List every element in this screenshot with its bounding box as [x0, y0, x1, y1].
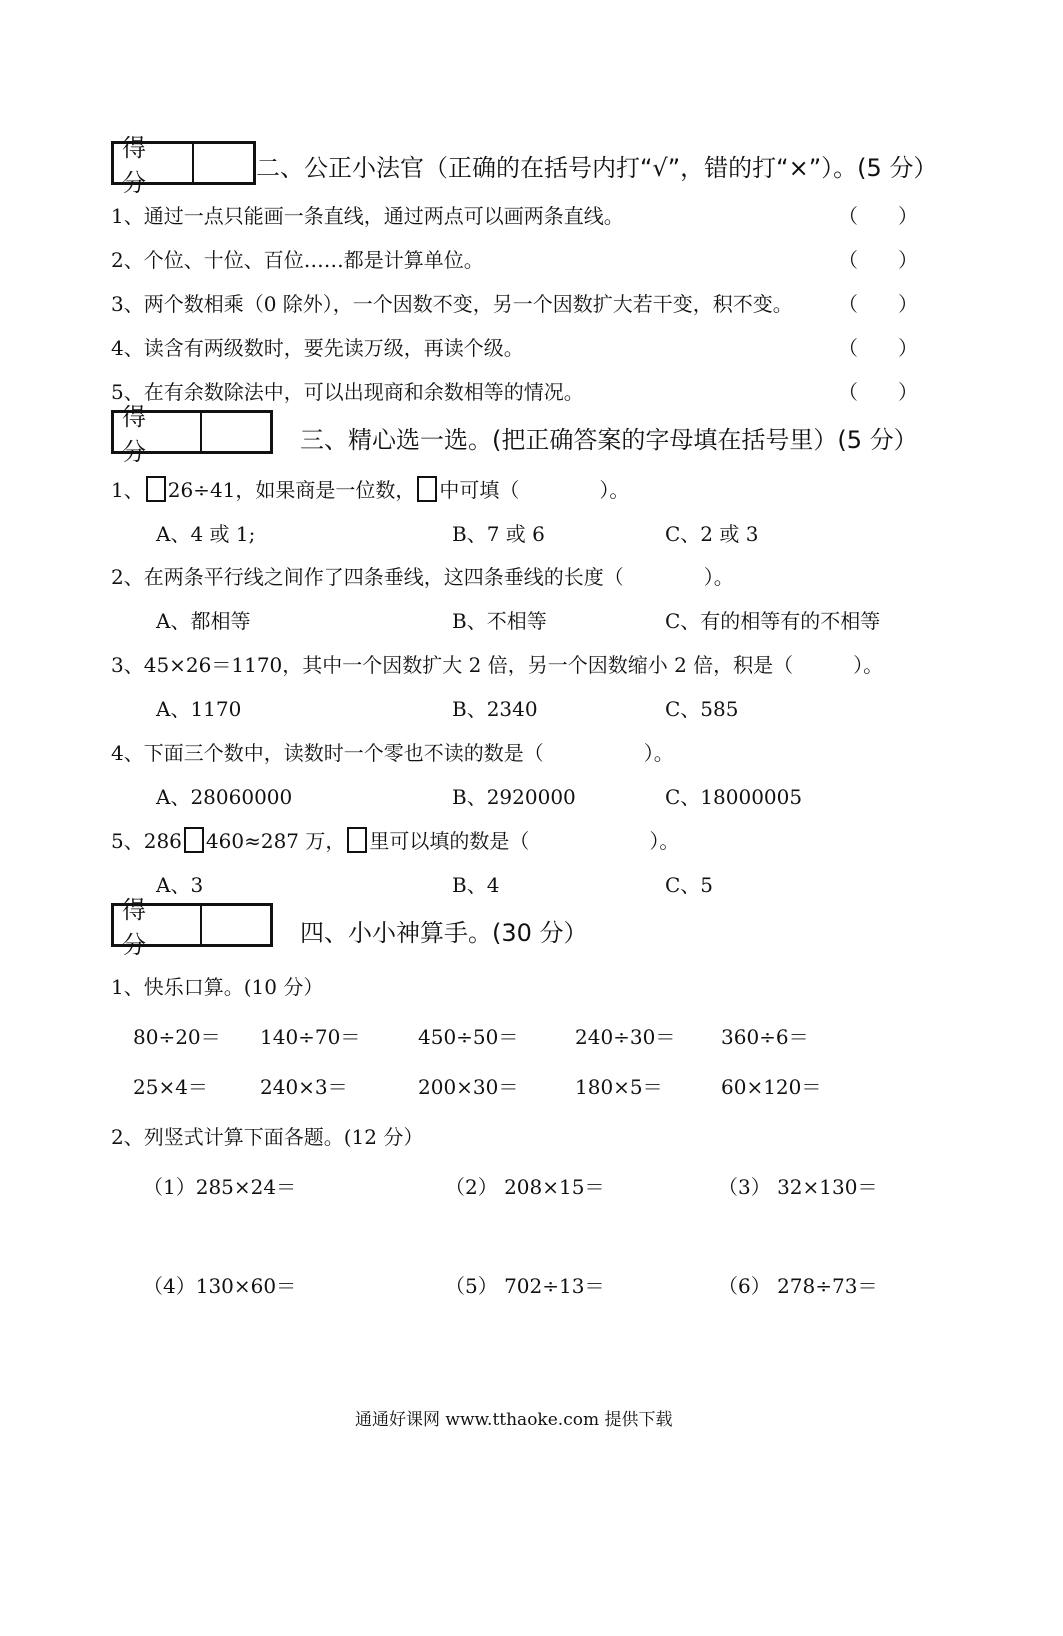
s3-q2-opt-a: A、都相等: [156, 609, 251, 633]
blank-square[interactable]: [146, 476, 166, 502]
s4-sub2: 2、列竖式计算下面各题。(12 分）: [111, 1125, 424, 1149]
s2-paren-4[interactable]: （ ）: [838, 336, 918, 360]
calc-r1-1: 80÷20＝: [133, 1025, 221, 1049]
s3-q1-end: 中可填（ ）。: [439, 478, 630, 502]
s2-paren-5[interactable]: （ ）: [838, 380, 918, 404]
calc-r2-5: 60×120＝: [721, 1075, 822, 1099]
s3-q2-opt-c: C、有的相等有的不相等: [665, 609, 881, 633]
s3-q5-opt-b: B、4: [452, 873, 500, 897]
vert-4: （4）130×60＝: [143, 1274, 297, 1298]
score-box-section4: [111, 896, 273, 959]
s3-q5-opt-c: C、5: [665, 873, 714, 897]
blank-square[interactable]: [417, 476, 437, 502]
s3-q4-opt-b: B、2920000: [452, 785, 576, 809]
calc-r2-3: 200×30＝: [418, 1075, 519, 1099]
calc-r2-1: 25×4＝: [133, 1075, 208, 1099]
calc-r1-3: 450÷50＝: [418, 1025, 519, 1049]
calc-r1-5: 360÷6＝: [721, 1025, 809, 1049]
footer-text: 通通好课网 www.tthaoke.com 提供下载: [355, 1410, 673, 1430]
score-box-section2: [111, 134, 256, 197]
s2-item-2: 2、个位、十位、百位……都是计算单位。: [111, 248, 484, 272]
s2-paren-2[interactable]: （ ）: [838, 248, 918, 272]
vert-6: （6） 278÷73＝: [718, 1274, 878, 1298]
s2-paren-1[interactable]: （ ）: [838, 204, 918, 228]
s3-q3-opt-a: A、1170: [156, 697, 242, 721]
section2-heading: 二、公正小法官（正确的在括号内打“√”，错的打“×”）。(5 分）: [256, 154, 938, 182]
s3-q4-opt-c: C、18000005: [665, 785, 803, 809]
vert-5: （5） 702÷13＝: [445, 1274, 605, 1298]
calc-r2-2: 240×3＝: [260, 1075, 348, 1099]
s3-q1-opt-c: C、2 或 3: [665, 522, 759, 546]
score-box-section3: [111, 403, 273, 466]
s3-q1-opt-a: A、4 或 1;: [156, 522, 256, 546]
s3-q5-end: 里可以填的数是（ ）。: [369, 829, 680, 853]
s2-item-5: 5、在有余数除法中，可以出现商和余数相等的情况。: [111, 380, 584, 404]
section3-heading: 三、精心选一选。(把正确答案的字母填在括号里）(5 分）: [300, 426, 918, 454]
s3-q5-opt-a: A、3: [156, 873, 204, 897]
score-blank[interactable]: [202, 906, 270, 944]
s3-q3-opt-b: B、2340: [452, 697, 538, 721]
s3-q3: 3、45×26＝1170，其中一个因数扩大 2 倍，另一个因数缩小 2 倍，积是（ ）。: [111, 653, 884, 677]
s3-q5-pre: 5、286: [111, 829, 182, 853]
s3-q2: 2、在两条平行线之间作了四条垂线，这四条垂线的长度（ ）。: [111, 565, 734, 589]
s2-item-3: 3、两个数相乘（0 除外），一个因数不变，另一个因数扩大若干变，积不变。: [111, 292, 793, 316]
s3-q1: [111, 474, 629, 503]
vert-2: （2） 208×15＝: [445, 1175, 605, 1199]
score-label: 得 分: [114, 906, 202, 944]
score-label: 得 分: [114, 413, 202, 451]
s4-sub1: 1、快乐口算。(10 分）: [111, 975, 324, 999]
s3-q1-num: 1、: [111, 478, 144, 502]
calc-r1-4: 240÷30＝: [575, 1025, 676, 1049]
calc-r2-4: 180×5＝: [575, 1075, 663, 1099]
s3-q5: [111, 825, 679, 854]
s3-q1-mid: 26÷41，如果商是一位数，: [167, 478, 416, 502]
section4-heading: 四、小小神算手。(30 分）: [300, 919, 588, 947]
vert-1: （1）285×24＝: [143, 1175, 297, 1199]
blank-square[interactable]: [347, 827, 367, 853]
s3-q4: 4、下面三个数中，读数时一个零也不读的数是（ ）。: [111, 741, 674, 765]
s2-paren-3[interactable]: （ ）: [838, 292, 918, 316]
s3-q1-opt-b: B、7 或 6: [452, 522, 545, 546]
s3-q3-opt-c: C、585: [665, 697, 739, 721]
s3-q4-opt-a: A、28060000: [156, 785, 293, 809]
s2-item-1: 1、通过一点只能画一条直线，通过两点可以画两条直线。: [111, 204, 624, 228]
vert-3: （3） 32×130＝: [718, 1175, 878, 1199]
score-blank[interactable]: [202, 413, 270, 451]
blank-square[interactable]: [184, 827, 204, 853]
s2-item-4: 4、读含有两级数时，要先读万级，再读个级。: [111, 336, 524, 360]
s3-q5-mid: 460≈287 万，: [205, 829, 346, 853]
s3-q2-opt-b: B、不相等: [452, 609, 547, 633]
calc-r1-2: 140÷70＝: [260, 1025, 361, 1049]
score-label: 得 分: [114, 144, 194, 182]
score-blank[interactable]: [194, 144, 253, 182]
